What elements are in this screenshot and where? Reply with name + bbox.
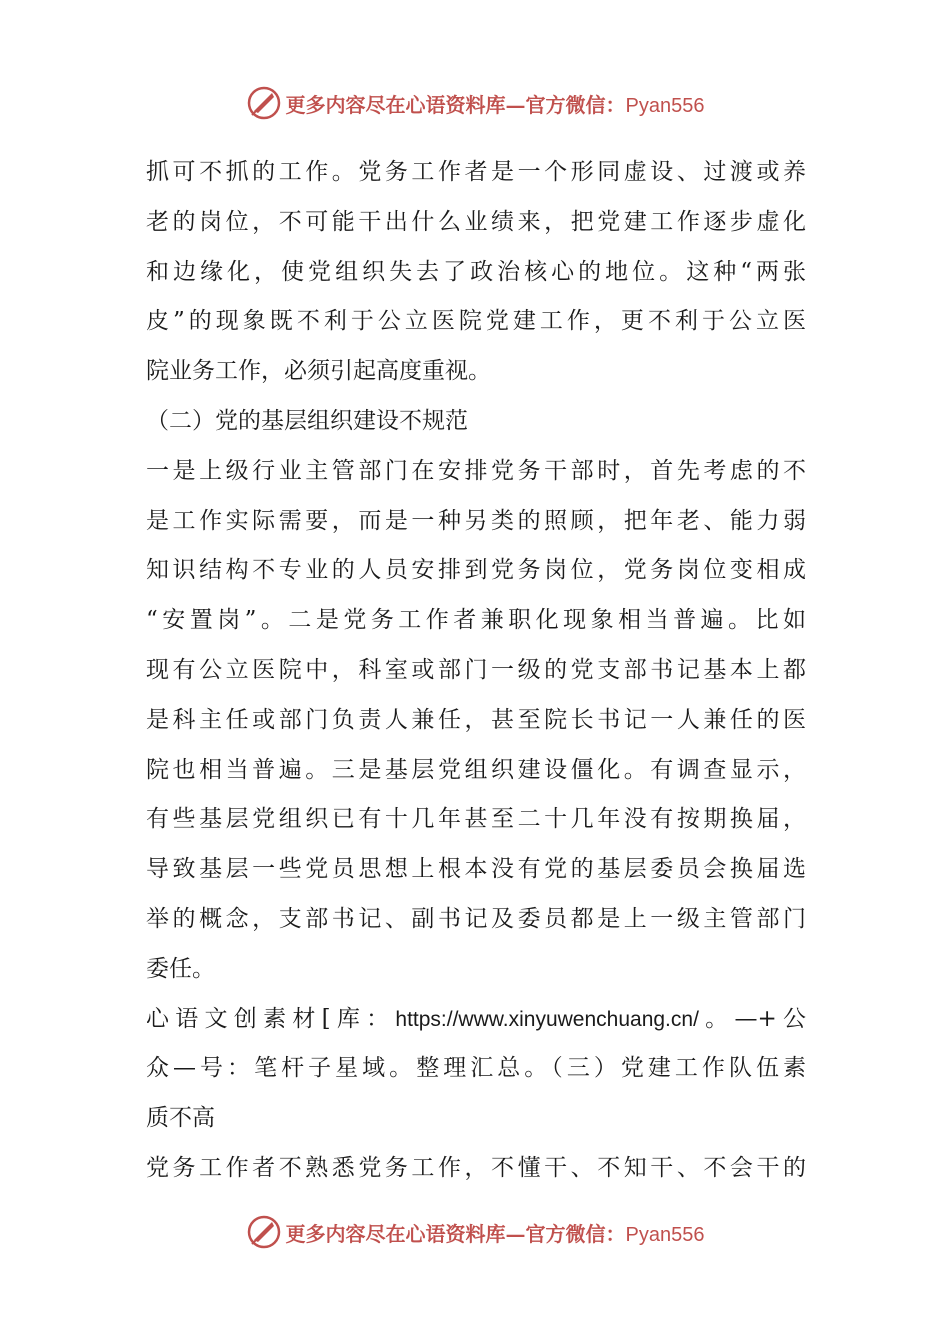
url-line xyxy=(146,995,806,1045)
footer-watermark-banner xyxy=(0,1212,950,1252)
website-link[interactable]: https://www.xinyuwenchuang.cn/ xyxy=(395,1007,699,1031)
body-line: 是科主任或部门负责人兼任，甚至院长书记一人兼任的医 xyxy=(146,706,806,733)
quill-logo-icon xyxy=(246,1214,282,1250)
body-line: 院业务工作，必须引起高度重视。 xyxy=(146,358,491,385)
document-body xyxy=(146,148,806,1194)
body-line: “安置岗”。二是党务工作者兼职化现象相当普遍。比如 xyxy=(146,607,806,634)
body-line: 老的岗位，不可能干出什么业绩来，把党建工作逐步虚化 xyxy=(146,208,806,235)
url-suffix: 。—+公 xyxy=(698,1005,806,1032)
header-banner-text: 更多内容尽在心语资料库—官方微信：Pyan556 xyxy=(285,92,705,117)
body-line: 有些基层党组织已有十几年甚至二十几年没有按期换届， xyxy=(146,806,806,833)
body-line: 知识结构不专业的人员安排到党务岗位，党务岗位变相成 xyxy=(146,557,806,584)
body-line: 委任。 xyxy=(146,955,215,982)
header-wechat-id: Pyan556 xyxy=(625,94,705,117)
section-heading: （二）党的基层组织建设不规范 xyxy=(146,407,468,434)
url-prefix: 心语文创素材[库： xyxy=(146,1005,396,1032)
footer-banner-text: 更多内容尽在心语资料库—官方微信：Pyan556 xyxy=(285,1221,705,1246)
footer-wechat-id: Pyan556 xyxy=(625,1223,705,1246)
body-line: 皮”的现象既不利于公立医院党建工作，更不利于公立医 xyxy=(146,308,806,335)
body-line: 和边缘化，使党组织失去了政治核心的地位。这种“两张 xyxy=(146,258,806,285)
body-line: 院也相当普遍。三是基层党组织建设僵化。有调查显示， xyxy=(146,756,806,783)
body-line: 现有公立医院中，科室或部门一级的党支部书记基本上都 xyxy=(146,656,806,683)
body-line: 党务工作者不熟悉党务工作，不懂干、不知干、不会干的 xyxy=(146,1154,806,1181)
body-line: 一是上级行业主管部门在安排党务干部时，首先考虑的不 xyxy=(146,457,806,484)
body-line: 举的概念，支部书记、副书记及委员都是上一级主管部门 xyxy=(146,905,806,932)
header-watermark-banner xyxy=(0,83,950,123)
body-line: 众—号：笔杆子星域。整理汇总。（三）党建工作队伍素 xyxy=(146,1055,806,1082)
body-line: 抓可不抓的工作。党务工作者是一个形同虚设、过渡或养 xyxy=(146,159,806,185)
body-line: 是工作实际需要，而是一种另类的照顾，把年老、能力弱 xyxy=(146,507,806,534)
body-line: 质不高 xyxy=(146,1105,215,1132)
body-line: 导致基层一些党员思想上根本没有党的基层委员会换届选 xyxy=(146,856,806,883)
quill-logo-icon xyxy=(246,85,282,121)
